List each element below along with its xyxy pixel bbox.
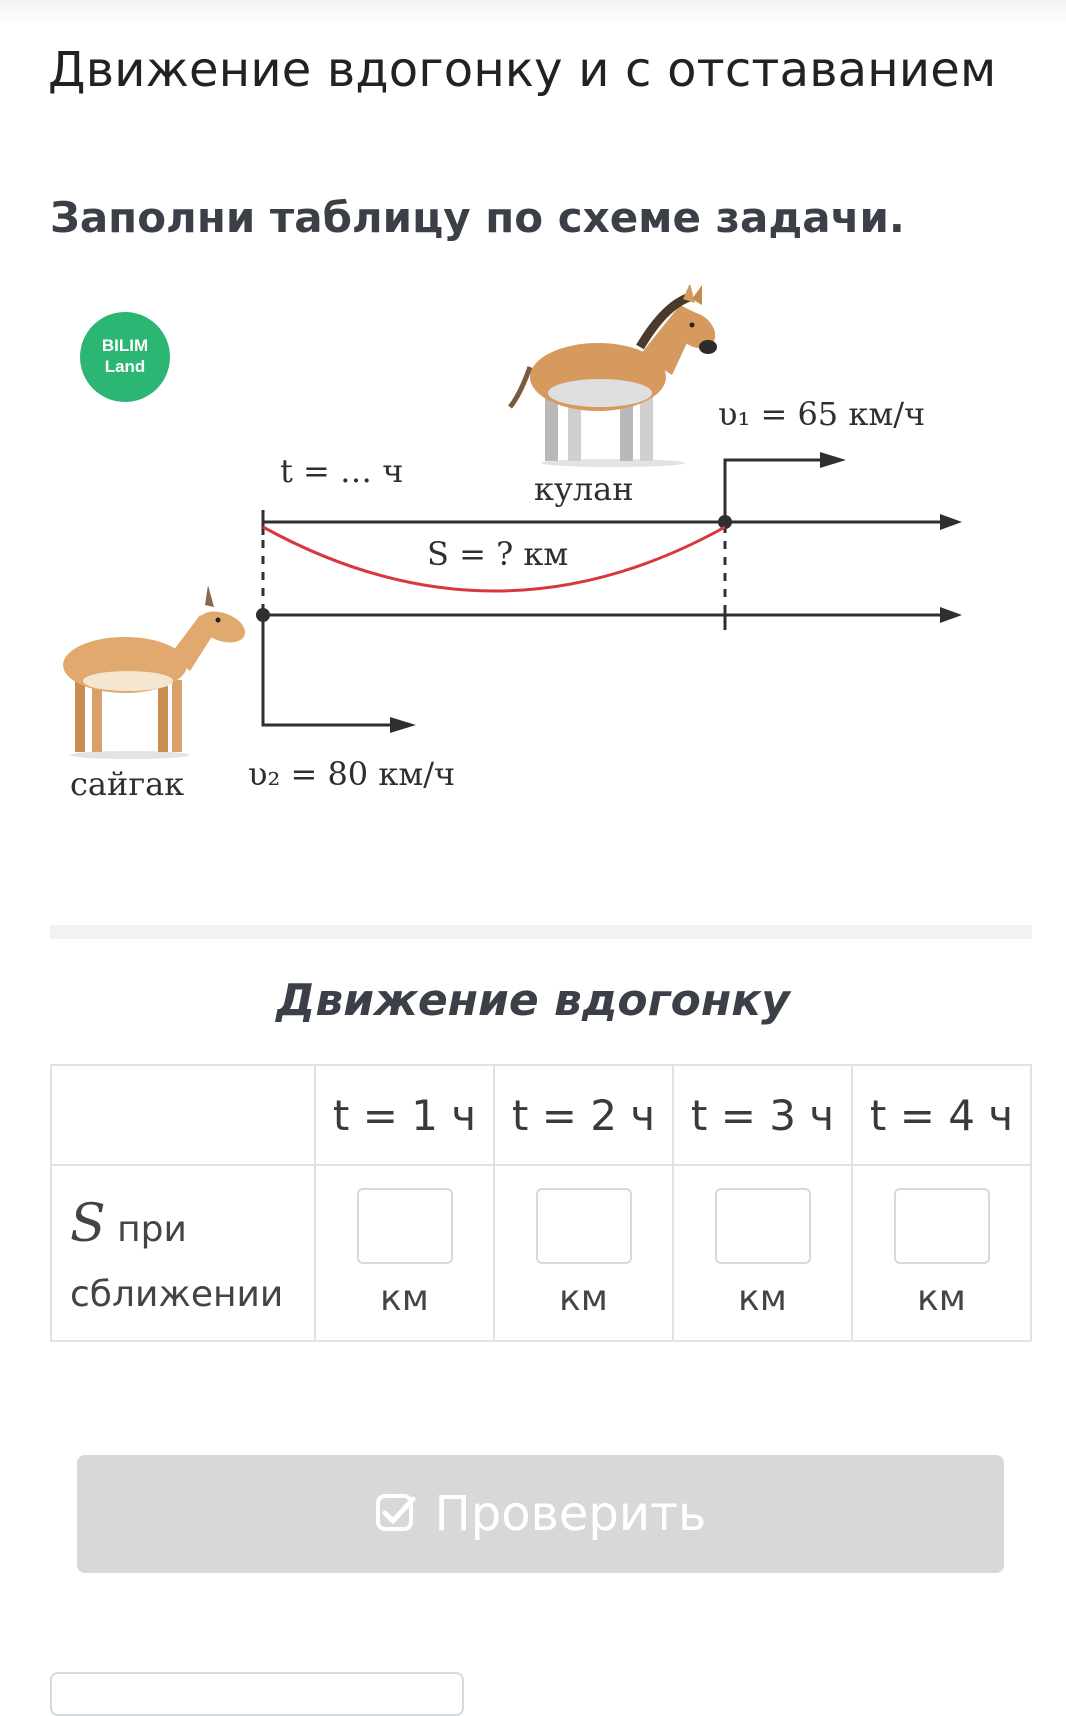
saiga-illustration <box>63 585 249 759</box>
table-corner-cell <box>51 1065 315 1165</box>
distance-label: S = ? км <box>427 535 569 573</box>
svg-text:Land: Land <box>104 357 146 376</box>
table-header: t = 1 ч <box>315 1065 494 1165</box>
table-header-row <box>51 1065 1031 1165</box>
unit-label: км <box>559 1277 608 1319</box>
section-divider <box>50 925 1032 939</box>
time-label: t = … ч <box>280 452 404 490</box>
v2-label: υ₂ = 80 км/ч <box>248 755 456 793</box>
check-square-icon <box>375 1493 417 1535</box>
answer-cell <box>673 1165 852 1341</box>
check-button[interactable] <box>77 1455 1004 1573</box>
task-instruction: Заполни таблицу по схеме задачи. <box>50 193 905 242</box>
unit-label: км <box>380 1277 429 1319</box>
kulan-illustration <box>510 285 722 467</box>
check-button-label: Проверить <box>434 1486 707 1542</box>
unit-label: км <box>917 1277 966 1319</box>
table-header: t = 3 ч <box>673 1065 852 1165</box>
table-header: t = 4 ч <box>852 1065 1031 1165</box>
saiga-label: сайгак <box>70 765 185 803</box>
page-title: Движение вдогонку и с отставанием <box>48 42 997 98</box>
row-label-text: при сближении <box>70 1208 284 1315</box>
task-diagram <box>40 285 1030 885</box>
answer-table <box>50 1064 1032 1342</box>
top-bar <box>0 0 1066 26</box>
row-label <box>51 1165 315 1341</box>
unit-label: км <box>738 1277 787 1319</box>
section-title: Движение вдогонку <box>276 975 790 1026</box>
answer-cell <box>852 1165 1031 1341</box>
table-header: t = 2 ч <box>494 1065 673 1165</box>
answer-cell <box>315 1165 494 1341</box>
svg-text:BILIM: BILIM <box>101 336 149 355</box>
kulan-label: кулан <box>534 470 634 508</box>
table-row <box>51 1165 1031 1341</box>
answer-cell <box>494 1165 673 1341</box>
v1-label: υ₁ = 65 км/ч <box>718 395 926 433</box>
answer-input-3[interactable] <box>715 1188 811 1264</box>
answer-input-4[interactable] <box>894 1188 990 1264</box>
answer-input-1[interactable] <box>357 1188 453 1264</box>
secondary-button[interactable] <box>50 1672 464 1716</box>
row-label-symbol: S <box>70 1193 106 1254</box>
answer-input-2[interactable] <box>536 1188 632 1264</box>
bilimland-logo <box>80 312 170 402</box>
